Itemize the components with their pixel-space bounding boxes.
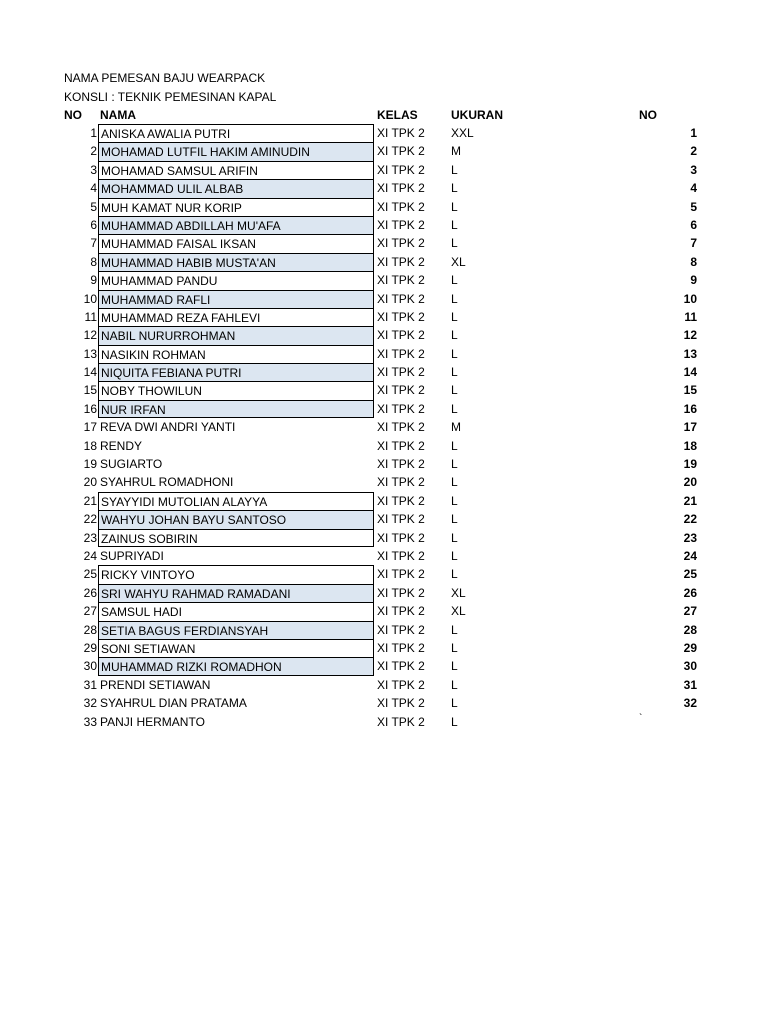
table-row bbox=[0, 161, 768, 179]
class-cell: XI TPK 2 bbox=[377, 420, 425, 435]
size-cell: L bbox=[451, 162, 458, 177]
class-cell: XI TPK 2 bbox=[377, 475, 425, 490]
table-row bbox=[0, 602, 768, 620]
row-number-cell: 15 bbox=[83, 383, 97, 398]
right-number-cell: 19 bbox=[683, 457, 697, 472]
class-cell: XI TPK 2 bbox=[377, 659, 425, 674]
table-row bbox=[0, 326, 768, 344]
right-number-cell: 12 bbox=[683, 328, 697, 343]
size-cell: L bbox=[451, 438, 458, 453]
right-number-cell: 28 bbox=[683, 622, 697, 637]
name-cell: NIQUITA FEBIANA PUTRI bbox=[98, 363, 374, 381]
table-row bbox=[0, 676, 768, 694]
right-number-cell: 6 bbox=[690, 217, 697, 232]
size-cell: L bbox=[451, 401, 458, 416]
row-number-cell: 9 bbox=[90, 273, 97, 288]
row-number-cell: 28 bbox=[83, 622, 97, 637]
name-cell: PANJI HERMANTO bbox=[100, 714, 205, 729]
name-cell: RENDY bbox=[100, 438, 143, 453]
order-table-body bbox=[0, 124, 768, 731]
class-cell: XI TPK 2 bbox=[377, 254, 425, 269]
size-cell: L bbox=[451, 328, 458, 343]
table-row bbox=[0, 216, 768, 234]
size-cell: XL bbox=[451, 254, 466, 269]
name-cell: SONI SETIAWAN bbox=[98, 639, 374, 657]
size-cell: M bbox=[451, 144, 461, 159]
row-number-cell: 24 bbox=[83, 548, 97, 563]
table-row bbox=[0, 547, 768, 565]
name-cell: ZAINUS SOBIRIN bbox=[98, 529, 374, 547]
table-row bbox=[0, 381, 768, 399]
right-number-cell: 13 bbox=[683, 346, 697, 361]
table-row bbox=[0, 234, 768, 252]
size-cell: L bbox=[451, 346, 458, 361]
table-row bbox=[0, 253, 768, 271]
class-cell: XI TPK 2 bbox=[377, 144, 425, 159]
class-cell: XI TPK 2 bbox=[377, 365, 425, 380]
class-cell: XI TPK 2 bbox=[377, 530, 425, 545]
right-number-cell: 23 bbox=[683, 530, 697, 545]
row-number-cell: 23 bbox=[83, 530, 97, 545]
table-row bbox=[0, 400, 768, 418]
right-number-cell: 16 bbox=[683, 401, 697, 416]
name-cell: SUPRIYADI bbox=[100, 548, 164, 563]
table-row bbox=[0, 437, 768, 455]
class-cell: XI TPK 2 bbox=[377, 383, 425, 398]
class-cell: XI TPK 2 bbox=[377, 309, 425, 324]
name-cell: SETIA BAGUS FERDIANSYAH bbox=[98, 621, 374, 639]
row-number-cell: 33 bbox=[83, 714, 97, 729]
right-number-cell: 8 bbox=[690, 254, 697, 269]
right-number-cell: 1 bbox=[690, 126, 697, 140]
right-number-cell: 29 bbox=[683, 640, 697, 655]
row-number-cell: 18 bbox=[83, 438, 97, 453]
row-number-cell: 32 bbox=[83, 696, 97, 711]
name-cell: MUH KAMAT NUR KORIP bbox=[98, 198, 374, 216]
class-cell: XI TPK 2 bbox=[377, 677, 425, 692]
row-number-cell: 5 bbox=[90, 199, 97, 214]
class-cell: XI TPK 2 bbox=[377, 622, 425, 637]
size-cell: L bbox=[451, 309, 458, 324]
table-row bbox=[0, 198, 768, 216]
right-number-cell: 17 bbox=[683, 420, 697, 435]
name-cell: NOBY THOWILUN bbox=[98, 381, 374, 399]
table-row bbox=[0, 473, 768, 491]
right-number-cell: 26 bbox=[683, 585, 697, 600]
name-cell: MUHAMMAD HABIB MUSTA'AN bbox=[98, 253, 374, 271]
size-cell: L bbox=[451, 457, 458, 472]
row-number-cell: 20 bbox=[83, 475, 97, 490]
table-row bbox=[0, 529, 768, 547]
right-number-cell: 32 bbox=[683, 696, 697, 711]
right-number-cell: 21 bbox=[683, 493, 697, 508]
class-cell: XI TPK 2 bbox=[377, 328, 425, 343]
name-cell: NABIL NURURROHMAN bbox=[98, 326, 374, 344]
right-number-cell: 18 bbox=[683, 438, 697, 453]
name-cell: NUR IRFAN bbox=[98, 400, 374, 418]
name-cell: MUHAMMAD RIZKI ROMADHON bbox=[98, 657, 374, 675]
row-number-cell: 26 bbox=[83, 585, 97, 600]
right-number-cell: 25 bbox=[683, 567, 697, 582]
name-cell: SRI WAHYU RAHMAD RAMADANI bbox=[98, 584, 374, 602]
table-row bbox=[0, 308, 768, 326]
name-cell: SYAYYIDI MUTOLIAN ALAYYA bbox=[98, 492, 374, 510]
class-cell: XI TPK 2 bbox=[377, 217, 425, 232]
size-cell: L bbox=[451, 475, 458, 490]
class-cell: XI TPK 2 bbox=[377, 585, 425, 600]
stray-tick-mark: ` bbox=[639, 713, 643, 724]
table-row bbox=[0, 657, 768, 675]
right-number-cell: 24 bbox=[683, 548, 697, 563]
size-cell: L bbox=[451, 696, 458, 711]
table-row bbox=[0, 142, 768, 160]
right-number-cell: 30 bbox=[683, 659, 697, 674]
row-number-cell: 31 bbox=[83, 677, 97, 692]
name-cell: REVA DWI ANDRI YANTI bbox=[100, 420, 236, 435]
name-cell: MUHAMMAD PANDU bbox=[98, 271, 374, 289]
class-cell: XI TPK 2 bbox=[377, 162, 425, 177]
table-row bbox=[0, 271, 768, 289]
class-cell: XI TPK 2 bbox=[377, 696, 425, 711]
row-number-cell: 10 bbox=[83, 291, 97, 306]
name-cell: NASIKIN ROHMAN bbox=[98, 345, 374, 363]
size-cell: XL bbox=[451, 585, 466, 600]
table-row bbox=[0, 290, 768, 308]
name-cell: RICKY VINTOYO bbox=[98, 565, 374, 583]
column-header-no: NO bbox=[64, 108, 82, 122]
column-header-no-right: NO bbox=[639, 108, 657, 122]
name-cell: MOHAMAD SAMSUL ARIFIN bbox=[98, 161, 374, 179]
size-cell: L bbox=[451, 659, 458, 674]
class-cell: XI TPK 2 bbox=[377, 457, 425, 472]
row-number-cell: 14 bbox=[83, 365, 97, 380]
class-cell: XI TPK 2 bbox=[377, 438, 425, 453]
size-cell: L bbox=[451, 273, 458, 288]
row-number-cell: 29 bbox=[83, 640, 97, 655]
column-header-ukuran: UKURAN bbox=[451, 108, 503, 122]
size-cell: L bbox=[451, 493, 458, 508]
row-number-cell: 17 bbox=[83, 420, 97, 435]
size-cell: L bbox=[451, 199, 458, 214]
size-cell: M bbox=[451, 420, 461, 435]
row-number-cell: 27 bbox=[83, 604, 97, 619]
table-row bbox=[0, 418, 768, 436]
table-row bbox=[0, 363, 768, 381]
sheet-title: NAMA PEMESAN BAJU WEARPACK bbox=[64, 71, 266, 85]
column-header-kelas: KELAS bbox=[377, 108, 418, 122]
right-number-cell: 3 bbox=[690, 162, 697, 177]
class-cell: XI TPK 2 bbox=[377, 567, 425, 582]
class-cell: XI TPK 2 bbox=[377, 714, 425, 729]
row-number-cell: 7 bbox=[90, 236, 97, 251]
name-cell: WAHYU JOHAN BAYU SANTOSO bbox=[98, 510, 374, 528]
right-number-cell: 5 bbox=[690, 199, 697, 214]
right-number-cell: 10 bbox=[683, 291, 697, 306]
right-number-cell: 27 bbox=[683, 604, 697, 619]
right-number-cell: 9 bbox=[690, 273, 697, 288]
class-cell: XI TPK 2 bbox=[377, 273, 425, 288]
class-cell: XI TPK 2 bbox=[377, 604, 425, 619]
size-cell: L bbox=[451, 365, 458, 380]
size-cell: L bbox=[451, 236, 458, 251]
table-row bbox=[0, 713, 768, 731]
name-cell: MUHAMMAD RAFLI bbox=[98, 290, 374, 308]
class-cell: XI TPK 2 bbox=[377, 126, 425, 140]
size-cell: L bbox=[451, 181, 458, 196]
name-cell: PRENDI SETIAWAN bbox=[100, 677, 211, 692]
name-cell: SUGIARTO bbox=[100, 457, 163, 472]
right-number-cell: 11 bbox=[684, 309, 697, 324]
row-number-cell: 16 bbox=[83, 401, 97, 416]
size-cell: L bbox=[451, 622, 458, 637]
class-cell: XI TPK 2 bbox=[377, 640, 425, 655]
size-cell: L bbox=[451, 567, 458, 582]
name-cell: MOHAMAD LUTFIL HAKIM AMINUDIN bbox=[98, 142, 374, 160]
table-row bbox=[0, 565, 768, 583]
table-row bbox=[0, 584, 768, 602]
size-cell: L bbox=[451, 383, 458, 398]
name-cell: SAMSUL HADI bbox=[98, 602, 374, 620]
class-cell: XI TPK 2 bbox=[377, 401, 425, 416]
size-cell: L bbox=[451, 530, 458, 545]
row-number-cell: 12 bbox=[83, 328, 97, 343]
table-row bbox=[0, 345, 768, 363]
row-number-cell: 8 bbox=[90, 254, 97, 269]
row-number-cell: 6 bbox=[90, 217, 97, 232]
name-cell: SYAHRUL DIAN PRATAMA bbox=[100, 696, 247, 711]
row-number-cell: 11 bbox=[84, 309, 97, 324]
class-cell: XI TPK 2 bbox=[377, 346, 425, 361]
row-number-cell: 19 bbox=[83, 457, 97, 472]
row-number-cell: 3 bbox=[90, 162, 97, 177]
size-cell: XL bbox=[451, 604, 466, 619]
right-number-cell: 15 bbox=[683, 383, 697, 398]
row-number-cell: 21 bbox=[83, 493, 97, 508]
class-cell: XI TPK 2 bbox=[377, 512, 425, 527]
right-number-cell: 2 bbox=[690, 144, 697, 159]
sheet-subtitle: KONSLI : TEKNIK PEMESINAN KAPAL bbox=[64, 90, 277, 104]
name-cell: SYAHRUL ROMADHONI bbox=[100, 475, 234, 490]
right-number-cell: 31 bbox=[683, 677, 697, 692]
row-number-cell: 4 bbox=[90, 181, 97, 196]
name-cell: MUHAMMAD REZA FAHLEVI bbox=[98, 308, 374, 326]
row-number-cell: 1 bbox=[90, 126, 97, 140]
table-row bbox=[0, 179, 768, 197]
table-row bbox=[0, 621, 768, 639]
table-row bbox=[0, 124, 768, 142]
right-number-cell: 20 bbox=[683, 475, 697, 490]
table-row bbox=[0, 694, 768, 712]
table-row bbox=[0, 455, 768, 473]
class-cell: XI TPK 2 bbox=[377, 181, 425, 196]
row-number-cell: 13 bbox=[83, 346, 97, 361]
class-cell: XI TPK 2 bbox=[377, 291, 425, 306]
row-number-cell: 25 bbox=[83, 567, 97, 582]
size-cell: L bbox=[451, 291, 458, 306]
name-cell: ANISKA AWALIA PUTRI bbox=[98, 124, 374, 142]
size-cell: XXL bbox=[451, 126, 474, 140]
row-number-cell: 2 bbox=[90, 144, 97, 159]
right-number-cell: 22 bbox=[683, 512, 697, 527]
name-cell: MUHAMMAD ABDILLAH MU'AFA bbox=[98, 216, 374, 234]
class-cell: XI TPK 2 bbox=[377, 199, 425, 214]
name-cell: MUHAMMAD FAISAL IKSAN bbox=[98, 234, 374, 252]
column-header-nama: NAMA bbox=[100, 108, 136, 122]
table-row bbox=[0, 510, 768, 528]
size-cell: L bbox=[451, 714, 458, 729]
size-cell: L bbox=[451, 548, 458, 563]
class-cell: XI TPK 2 bbox=[377, 236, 425, 251]
size-cell: L bbox=[451, 512, 458, 527]
class-cell: XI TPK 2 bbox=[377, 493, 425, 508]
size-cell: L bbox=[451, 677, 458, 692]
name-cell: MOHAMMAD ULIL ALBAB bbox=[98, 179, 374, 197]
right-number-cell: 4 bbox=[690, 181, 697, 196]
row-number-cell: 30 bbox=[83, 659, 97, 674]
table-row bbox=[0, 492, 768, 510]
right-number-cell: 7 bbox=[690, 236, 697, 251]
table-row bbox=[0, 639, 768, 657]
size-cell: L bbox=[451, 217, 458, 232]
class-cell: XI TPK 2 bbox=[377, 548, 425, 563]
row-number-cell: 22 bbox=[83, 512, 97, 527]
right-number-cell: 14 bbox=[683, 365, 697, 380]
size-cell: L bbox=[451, 640, 458, 655]
